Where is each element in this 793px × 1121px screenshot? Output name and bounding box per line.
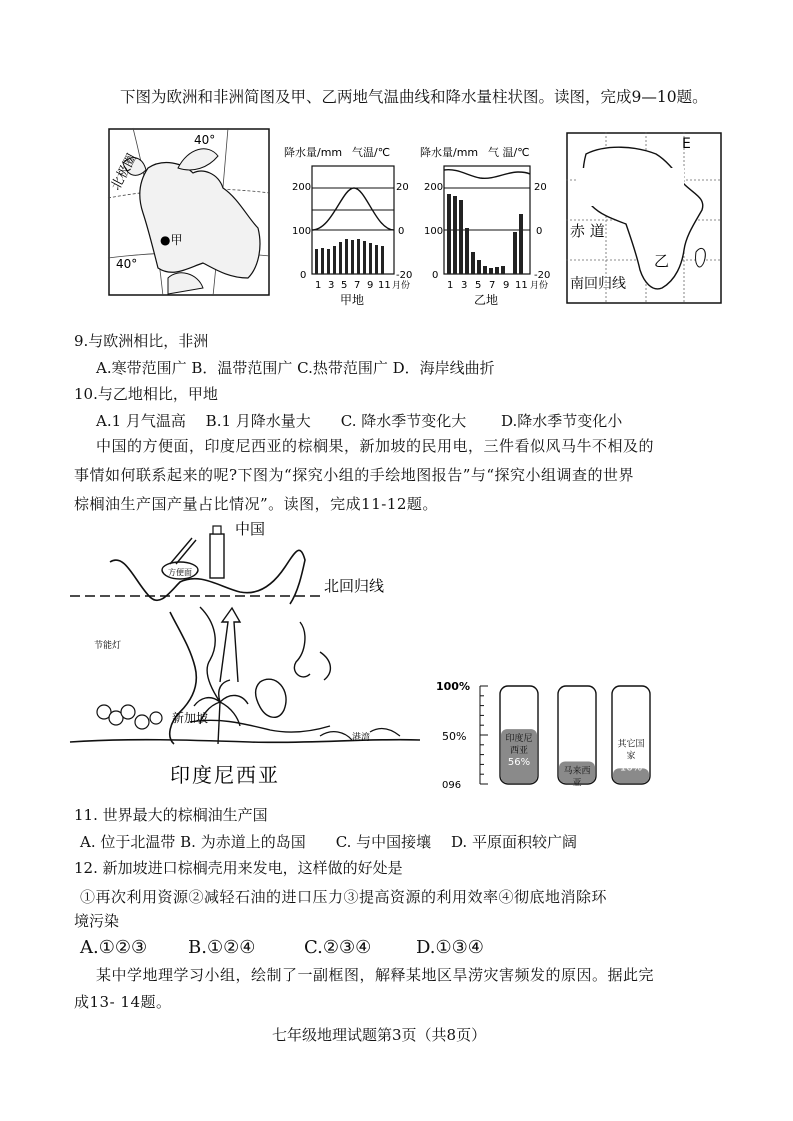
- coins-icon: [97, 705, 162, 729]
- yi-precip-tick-200: 200: [424, 182, 444, 193]
- q12-answer-a: A.①②③: [80, 937, 148, 958]
- noodle-bowl-icon: [162, 538, 198, 579]
- category-label-0-0: 印度尼: [505, 734, 533, 745]
- equator-label: 赤 道: [570, 222, 605, 240]
- q11-stem: 11. 世界最大的棕榈油生产国: [74, 806, 268, 824]
- q9-stem: 9.与欧洲相比，非洲: [74, 332, 209, 350]
- tropic-capricorn-label: 南回归线: [570, 276, 626, 292]
- yi-month-7: 7: [489, 280, 496, 291]
- q11-options: A. 位于北温带 B. 为赤道上的岛国 C. 与中国接壤 D. 平原面积较广阔: [80, 833, 577, 851]
- q10-stem: 10.与乙地相比，甲地: [74, 385, 218, 403]
- intro-q13-line1: 某中学地理学习小组，绘制了一副框图，解释某地区旱涝灾害频发的原因。据此完: [96, 966, 655, 984]
- intro-q13-line2: 成13- 14题。: [74, 993, 172, 1011]
- category-label-1-1: 亚: [572, 778, 582, 789]
- intro-q11-line2: 事情如何联系起来的呢?下图为“探究小组的手绘地图报告”与“探究小组调查的世界: [74, 466, 635, 484]
- singapore-label: 新加坡: [172, 711, 209, 725]
- jia-temp-axis-label: 气温/℃: [352, 146, 391, 159]
- africa-map: [566, 132, 722, 308]
- intro-q11-line1: 中国的方便面，印度尼西亚的棕榈果，新加坡的民用电，三件看似风马牛不相及的: [96, 437, 655, 455]
- arctic-circle-label: 北极圈: [108, 151, 141, 193]
- jia-chart-name: 甲地: [340, 293, 365, 307]
- yi-month-1: 1: [447, 280, 454, 291]
- y-tick-0: 096: [442, 780, 462, 791]
- africa-label-e: E: [682, 136, 691, 152]
- q10-options: A.1 月气温高 B.1 月降水量大 C. 降水季节变化大 D.降水季节变化小: [96, 412, 623, 430]
- q12-answer-d: D.①③④: [416, 937, 484, 958]
- q12-detail-2: 境污染: [74, 912, 120, 930]
- q12-answer-c: C.②③④: [304, 937, 372, 958]
- yi-temp-tick-neg20: -20: [534, 270, 551, 281]
- oil-bottle-icon: [210, 526, 224, 578]
- port-label: 港湾: [352, 733, 371, 743]
- jia-month-unit: 月份: [392, 281, 411, 291]
- yi-month-5: 5: [475, 280, 482, 291]
- jia-month-3: 3: [328, 280, 335, 291]
- value-label-2: 16%: [619, 762, 643, 774]
- climate-chart-yi: [418, 142, 556, 316]
- jia-month-1: 1: [315, 280, 322, 291]
- category-label-2-1: 家: [626, 751, 636, 762]
- jia-month-7: 7: [354, 280, 361, 291]
- y-tick-100: 100%: [436, 680, 470, 693]
- jia-precip-tick-200: 200: [292, 182, 312, 193]
- china-label: 中国: [235, 520, 266, 538]
- intro-q11-line3: 棕榈油生产国产量占比情况”。读图，完成11-12题。: [74, 495, 438, 513]
- category-label-2-0: 其它国: [617, 739, 645, 750]
- place-yi-label: 乙: [654, 252, 670, 270]
- lat-40-bottom-label: 40°: [116, 257, 138, 271]
- jia-month-5: 5: [341, 280, 348, 291]
- jia-temp-tick-neg20: -20: [396, 270, 413, 281]
- category-label-0-1: 西亚: [509, 746, 529, 757]
- y-tick-50: 50%: [442, 730, 467, 743]
- jia-month-9: 9: [367, 280, 374, 291]
- tropic-cancer-label: 北回归线: [324, 577, 385, 595]
- yi-temp-tick-20: 20: [534, 182, 547, 193]
- yi-month-11: 11: [515, 280, 528, 291]
- place-jia-label: ●甲: [160, 233, 183, 247]
- sketch-map: [70, 512, 430, 801]
- noodle-label: 方便面: [168, 568, 192, 577]
- q9-options: A.寒带范围广 B．温带范围广 C.热带范围广 D．海岸线曲折: [96, 359, 495, 377]
- jia-precip-tick-100: 100: [292, 226, 312, 237]
- jia-precip-tick-0: 0: [300, 270, 307, 281]
- lat-40-top-label: 40°: [194, 133, 216, 147]
- indonesia-label: 印度尼西亚: [170, 763, 280, 787]
- europe-map: [108, 128, 270, 300]
- yi-month-9: 9: [503, 280, 510, 291]
- q12-detail-1: ①再次利用资源②减轻石油的进口压力③提高资源的利用效率④彻底地消除环: [80, 888, 608, 906]
- yi-precip-tick-0: 0: [432, 270, 439, 281]
- value-label-0: 56%: [507, 757, 531, 769]
- jia-temp-tick-0: 0: [398, 226, 405, 237]
- yi-precip-axis-label: 降水量/mm: [420, 146, 479, 159]
- energy-lamp-label: 节能灯: [94, 641, 122, 651]
- yi-temp-tick-0: 0: [536, 226, 543, 237]
- yi-temp-axis-label: 气 温/℃: [488, 146, 530, 159]
- value-label-1: 23%: [565, 789, 589, 801]
- yi-month-unit: 月份: [530, 281, 549, 291]
- jia-month-11: 11: [378, 280, 391, 291]
- climate-chart-jia: [282, 142, 414, 316]
- q12-stem: 12. 新加坡进口棕榈壳用来发电，这样做的好处是: [74, 859, 403, 877]
- intro-q9: 下图为欧洲和非洲简图及甲、乙两地气温曲线和降水量柱状图。读图，完成9—10题。: [120, 88, 708, 106]
- yi-chart-name: 乙地: [474, 293, 499, 307]
- category-label-1-0: 马来西: [563, 766, 591, 777]
- yi-month-3: 3: [461, 280, 468, 291]
- jia-precip-axis-label: 降水量/mm: [284, 146, 343, 159]
- page-footer: 七年级地理试题第3页（共8页）: [272, 1026, 487, 1044]
- q12-answer-b: B.①②④: [188, 937, 256, 958]
- yi-precip-tick-100: 100: [424, 226, 444, 237]
- jia-temp-tick-20: 20: [396, 182, 409, 193]
- palm-oil-chart: [436, 672, 686, 801]
